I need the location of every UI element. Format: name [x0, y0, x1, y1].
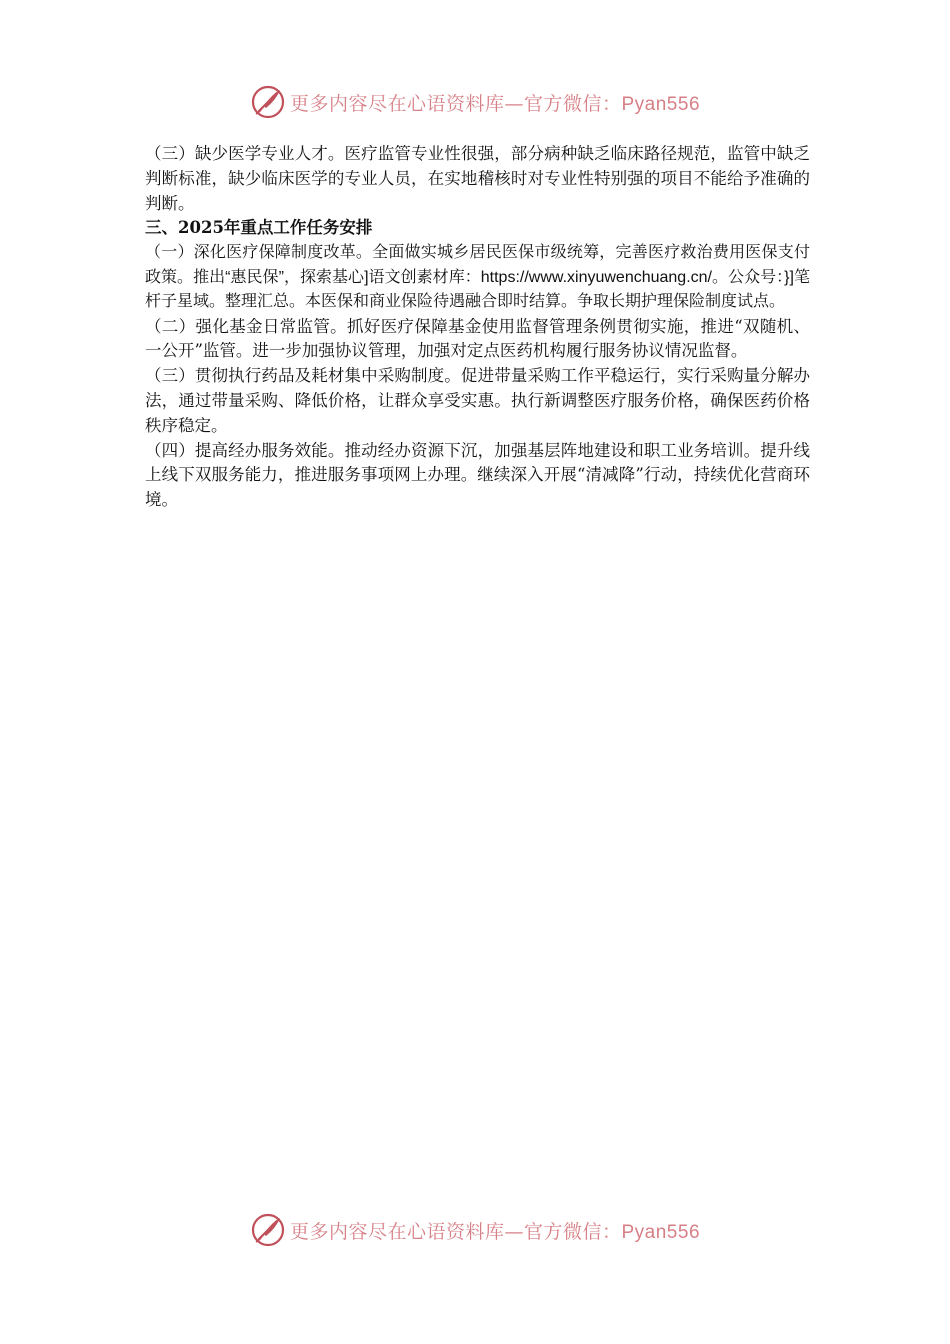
paragraph-reform: （一）深化医疗保障制度改革。全面做实城乡居民医保市级统筹，完善医疗救治费用医保支付政策。推出“惠民保”，探索基心]语文创素材库：https://www.xinyuwenchuang.cn/。公众号：}]笔杆子星域。整理汇总。本医保和商业保险待遇融合即时结算。争取长期护理保险制度试点。 [145, 244, 810, 311]
footer-banner [0, 1210, 950, 1250]
quill-logo-icon [250, 1212, 286, 1248]
banner-caption: 更多内容尽在心语资料库—官方微信： [289, 1220, 622, 1243]
paragraph-shortage-talent: （三）缺少医学专业人才。医疗监管专业性很强，部分病种缺乏临床路径规范，监管中缺乏判断标准，缺少临床医学的专业人员，在实地稽核时对专业性特别强的项目不能给予准确的判断。 [145, 144, 810, 213]
wechat-id: Pyan556 [621, 93, 701, 115]
paragraph-service-efficiency: （四）提高经办服务效能。推动经办资源下沉，加强基层阵地建设和职工业务培训。提升线上线下双服务能力，推进服务事项网上办理。继续深入开展“清减降”行动，持续优化营商环境。 [145, 440, 810, 510]
wechat-id: Pyan556 [621, 1221, 701, 1243]
banner-text [290, 89, 700, 116]
banner-text [290, 1217, 700, 1244]
quill-logo-icon [250, 84, 286, 120]
paragraph-procurement: （三）贯彻执行药品及耗材集中采购制度。促进带量采购工作平稳运行，实行采购量分解办法，通过带量采购、降低价格，让群众享受实惠。执行新调整医疗服务价格，确保医药价格秩序稳定。 [145, 366, 810, 435]
banner-caption: 更多内容尽在心语资料库—官方微信： [289, 92, 622, 115]
header-banner [0, 82, 950, 122]
paragraph-fund-supervision: （二）强化基金日常监管。抓好医疗保障基金使用监督管理条例贯彻实施，推进“双随机、一公开”监管。进一步加强协议管理，加强对定点医药机构履行服务协议情况监督。 [145, 316, 810, 361]
section-heading: 三、2025年重点工作任务安排 [145, 218, 373, 238]
document-body [145, 142, 810, 513]
